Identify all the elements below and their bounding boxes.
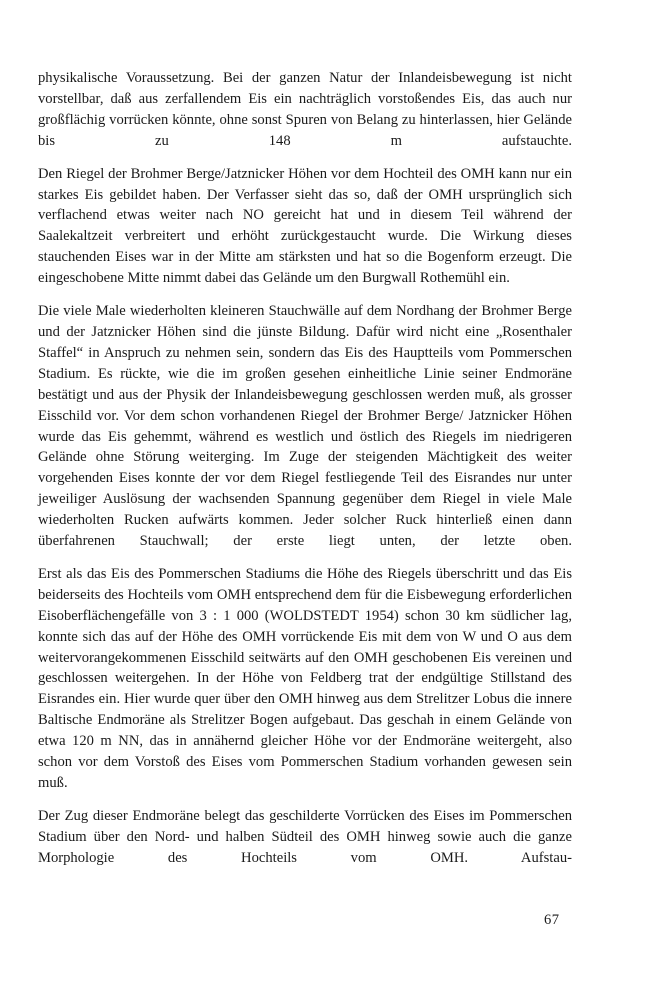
paragraph: Den Riegel der Brohmer Berge/Jatznicker Höhen vor dem Hochteil des OMH kann nur ein starkes Eis gebildet haben. Der Verfasser sieht das so, daß der OMH ursprünglich sich verflachend etwas weiter nach NO gereicht hat und in diesem Teil während der Saalekaltzeit verbreitert und erhöht zurückgestaucht wurde. Die Wirkung dieses stauchenden Eises war in der Mitte am stärksten und hat so die Bogenform erzeugt. Die eingeschobene Mitte nimmt dabei das Gelände um den Burgwall Rothemühl ein. — [38, 165, 572, 287]
page-body — [38, 68, 572, 881]
paragraph: physikalische Voraussetzung. Bei der ganzen Natur der Inlandeisbewegung ist nicht vorstellbar, daß aus zerfallendem Eis ein nachträglich vorstoßendes Eis, das auch nur großflächig vorrücken könnte, ohne sonst Spuren von Belang zu hinterlassen, hier Gelände bis zu 148 m aufstauchte. — [38, 70, 572, 149]
page-number: 67 — [544, 912, 560, 928]
paragraph: Der Zug dieser Endmoräne belegt das geschilderte Vorrücken des Eises im Pommerschen Stadium über den Nord- und halben Südteil des OMH hinweg sowie auch die ganze Morphologie des Hochteils vom OMH. Aufstau- — [38, 807, 572, 866]
paragraph: Erst als das Eis des Pommerschen Stadiums die Höhe des Riegels überschritt und das Eis beiderseits des Hochteils vom OMH entsprechend dem für die Eisbewegung erforderlichen Eisoberflächengefälle von 3 : 1 000 (WOLDSTEDT 1954) schon 30 km südlicher lag, konnte sich das auf der Höhe des OMH vorrückende Eis mit dem von W und O aus dem weitervorangekommenen Eisschild seitwärts auf den OMH geschobenen Eis vereinen und geschlossen weitergehen. In der Höhe von Feldberg trat der endgültige Stillstand des Eisrandes ein. Hier wurde quer über den OMH hinweg aus dem Strelitzer Lobus die innere Baltische Endmoräne als Strelitzer Bogen aufgebaut. Das geschah in einem Gelände von etwa 120 m NN, das in annähernd gleicher Höhe vor der Endmoräne weitergeht, also schon vor dem Vorstoß des Eises vom Pommerschen Stadium vorhanden gewesen sein muß. — [38, 565, 572, 791]
paragraph: Die viele Male wiederholten kleineren Stauchwälle auf dem Nordhang der Brohmer Berge und der Jatznicker Höhen sind die jünste Bildung. Dafür wird nicht eine „Rosenthaler Staffel“ in Anspruch zu nehmen sein, sondern das Eis des Hauptteils vom Pommerschen Stadium. Es rückte, wie die im großen gesehen einheitliche Linie seiner Endmoräne bestätigt und aus der Physik der Inlandeisbewegung geschlossen werden muß, als grosser Eisschild vor. Vor dem schon vorhandenen Riegel der Brohmer Berge/ Jatznicker Höhen wurde das Eis gehemmt, während es westlich und östlich des Riegels im niedrigeren Gelände ohne Störung weiterging. Im Zuge der steigenden Mächtigkeit des weiter vorgehenden Eises konnte der vor dem Riegel festliegende Teil des Eisrandes nur unter jeweiliger Auslösung der wachsenden Spannung gegenüber dem Riegel in viele Male wiederholten Rucken aufwärts kommen. Jeder solcher Ruck hinterließ einen dann überfahrenen Stauchwall; der erste liegt unten, der letzte oben. — [38, 303, 572, 550]
